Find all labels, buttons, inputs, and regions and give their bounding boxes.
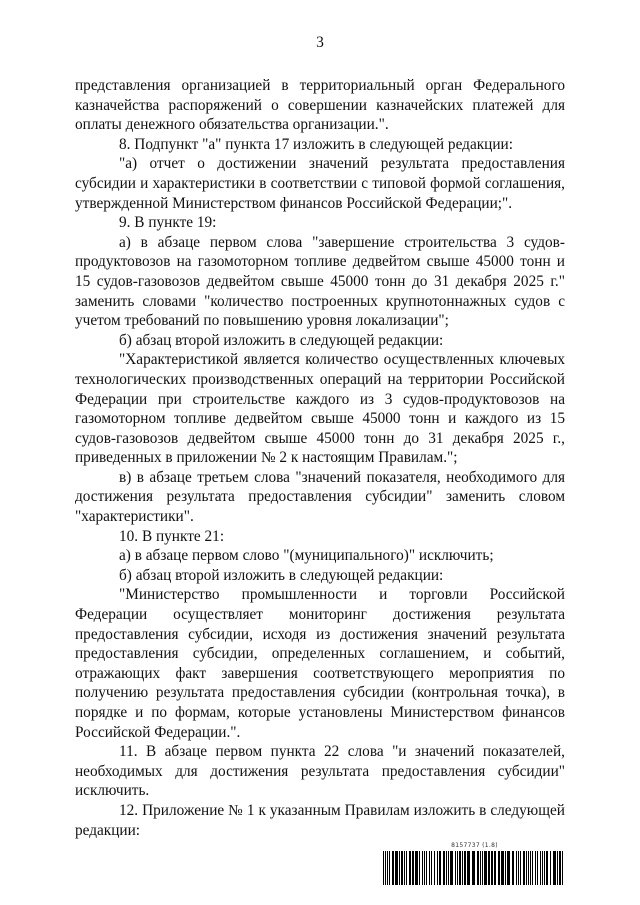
page-number: 3 (316, 34, 324, 51)
paragraph-item-9: 9. В пункте 19: (119, 214, 217, 232)
paragraph-item-10a: а) в абзаце первом слово "(муниципального)" исключить; (119, 547, 494, 565)
paragraph-item-10b: б) абзац второй изложить в следующей редакции: (119, 566, 444, 584)
barcode-image (383, 851, 566, 885)
paragraph-item-9a: а) в абзаце первом слова "завершение строительства 3 судов-продуктовозов на газомоторном топливе дедвейтом свыше 45000 тонн и 15 судов-газовозов дедвейтом свыше 45000 тонн до 31 декабря 2025 г." заменить словами "количество построенных крупнотоннажных судов с учетом требований по повышению уровня локализации"; (75, 233, 565, 330)
paragraph-item-12: 12. Приложение № 1 к указанным Правилам изложить в следующей редакции: (75, 801, 565, 839)
barcode-block (383, 842, 566, 885)
paragraph-quote-9b: "Характеристикой является количество осуществленных ключевых технологических производственных операций на территории Российской Федерации при строительстве каждого из 3 судов-продуктовозов на газомоторном топливе дедвейтом свыше 45000 тонн и каждого из 15 судов-газовозов дедвейтом свыше 45000 тонн до 31 декабря 2025 г., приведенных в приложении № 2 к настоящим Правилам."; (75, 351, 565, 467)
paragraph-quote-8a: "а) отчет о достижении значений результата предоставления субсидии и характеристики в соответствии с типовой формой соглашения, утвержденной Министерством финансов Российской Федерации;". (75, 155, 565, 212)
paragraph-item-11: 11. В абзаце первом пункта 22 слова "и значений показателей, необходимых для достижения результата предоставления субсидии" исключить. (75, 743, 565, 800)
barcode-label: 8157737 (1.8) (451, 842, 498, 849)
paragraph-item-9v: в) в абзаце третьем слова "значений показателя, необходимого для достижения результата предоставления субсидии" заменить словом "характеристики". (75, 468, 565, 526)
document-body (75, 76, 565, 840)
paragraph-item-8: 8. Подпункт "а" пункта 17 изложить в следующей редакции: (119, 135, 513, 153)
paragraph-continuation: представления организацией в территориальный орган Федерального казначейства распоряжений о совершении казначейских платежей для оплаты денежного обязательства организации.". (75, 77, 565, 134)
paragraph-item-10: 10. В пункте 21: (119, 527, 225, 545)
paragraph-quote-10b: "Министерство промышленности и торговли Российской Федерации осуществляет мониторинг достижения результата предоставления субсидии, исходя из достижения значений результата предоставления субсидии, определенных соглашением, и событий, отражающих факт завершения соответствующего мероприятия по получению результата предоставления субсидии (контрольная точка), в порядке и по формам, которые установлены Министерством финансов Российской Федерации.". (75, 586, 565, 741)
paragraph-item-9b: б) абзац второй изложить в следующей редакции: (119, 331, 444, 349)
